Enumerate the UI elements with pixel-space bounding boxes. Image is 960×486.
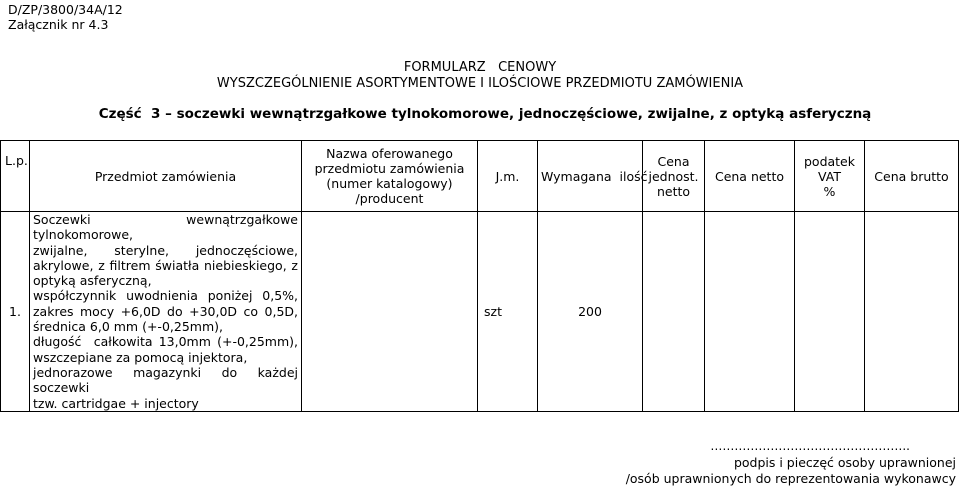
description-line: średnica 6,0 mm (+-0,25mm), <box>33 319 223 335</box>
header-vat-line: % <box>823 183 836 199</box>
pricing-table <box>0 140 959 412</box>
document-reference <box>8 2 123 32</box>
part-heading: Część 3 – soczewki wewnątrzgałkowe tylnokomorowe, jednoczęściowe, zwijalne, z optyką asferyczną <box>98 106 872 122</box>
table-header-row <box>1 141 959 212</box>
row-lp: 1. <box>1 212 30 412</box>
header-unit-price-line: jednost. <box>648 168 699 184</box>
signature-dots: ………………………………………….. <box>710 439 910 453</box>
header-quantity: Wymagana ilość <box>538 141 643 212</box>
header-offered-name-line: (numer katalogowy) <box>326 176 453 191</box>
header-offered-name <box>302 141 478 212</box>
description-line: zakres mocy +6,0D do +30,0D co 0,5D, <box>33 303 298 319</box>
header-gross-price: Cena brutto <box>865 141 959 212</box>
header-lp: L.p. <box>1 141 30 212</box>
header-vat-line: podatek <box>803 153 855 169</box>
header-unit-price-line: netto <box>656 183 691 199</box>
description-line: jednorazowe magazynki do każdej soczewki <box>33 364 298 396</box>
description-line: wszczepiane za pomocą injektora, <box>33 349 248 365</box>
header-offered-name-line: przedmiotu zamówienia <box>314 161 465 176</box>
description-line: długość całkowita 13,0mm (+-0,25mm), <box>33 334 298 350</box>
description-line: współczynnik uwodnienia poniżej 0,5%, <box>33 288 298 304</box>
row-unit-price[interactable] <box>643 212 705 412</box>
signature-caption-authorized: /osób uprawnionych do reprezentowania wykonawcy <box>625 471 956 486</box>
row-quantity: 200 <box>538 212 643 412</box>
row-vat[interactable] <box>795 212 865 412</box>
table-row <box>1 212 959 412</box>
header-unit: J.m. <box>478 141 538 212</box>
header-vat-line: VAT <box>818 168 841 184</box>
description-line: optyką asferyczną, <box>33 273 152 289</box>
reference-number: D/ZP/3800/34A/12 <box>8 2 123 17</box>
row-description <box>30 212 302 412</box>
header-offered-name-line: /producent <box>355 191 424 206</box>
header-unit-price <box>643 141 705 212</box>
header-subject: Przedmiot zamówienia <box>30 141 302 212</box>
header-vat <box>795 141 865 212</box>
row-offered-name[interactable] <box>302 212 478 412</box>
description-line: tzw. cartridgae + injectory <box>33 395 199 411</box>
description-line: Soczewki wewnątrzgałkowe tylnokomorowe, <box>33 212 298 243</box>
form-title: FORMULARZ CENOWY <box>403 60 557 75</box>
header-net-price: Cena netto <box>705 141 795 212</box>
row-unit: szt <box>478 212 538 412</box>
description-line: akrylowe, z filtrem światła niebieskiego, z <box>33 257 298 273</box>
row-net-price[interactable] <box>705 212 795 412</box>
form-subtitle: WYSZCZEGÓLNIENIE ASORTYMENTOWE I ILOŚCIOWE PRZEDMIOTU ZAMÓWIENIA <box>216 76 744 91</box>
row-gross-price[interactable] <box>865 212 959 412</box>
header-offered-name-line: Nazwa oferowanego <box>326 146 453 161</box>
attachment-label: Załącznik nr 4.3 <box>8 17 109 32</box>
header-unit-price-line: Cena <box>657 153 690 169</box>
description-line: zwijalne, sterylne, jednoczęściowe, <box>33 242 298 258</box>
signature-caption: podpis i pieczęć osoby uprawnionej <box>733 455 956 470</box>
